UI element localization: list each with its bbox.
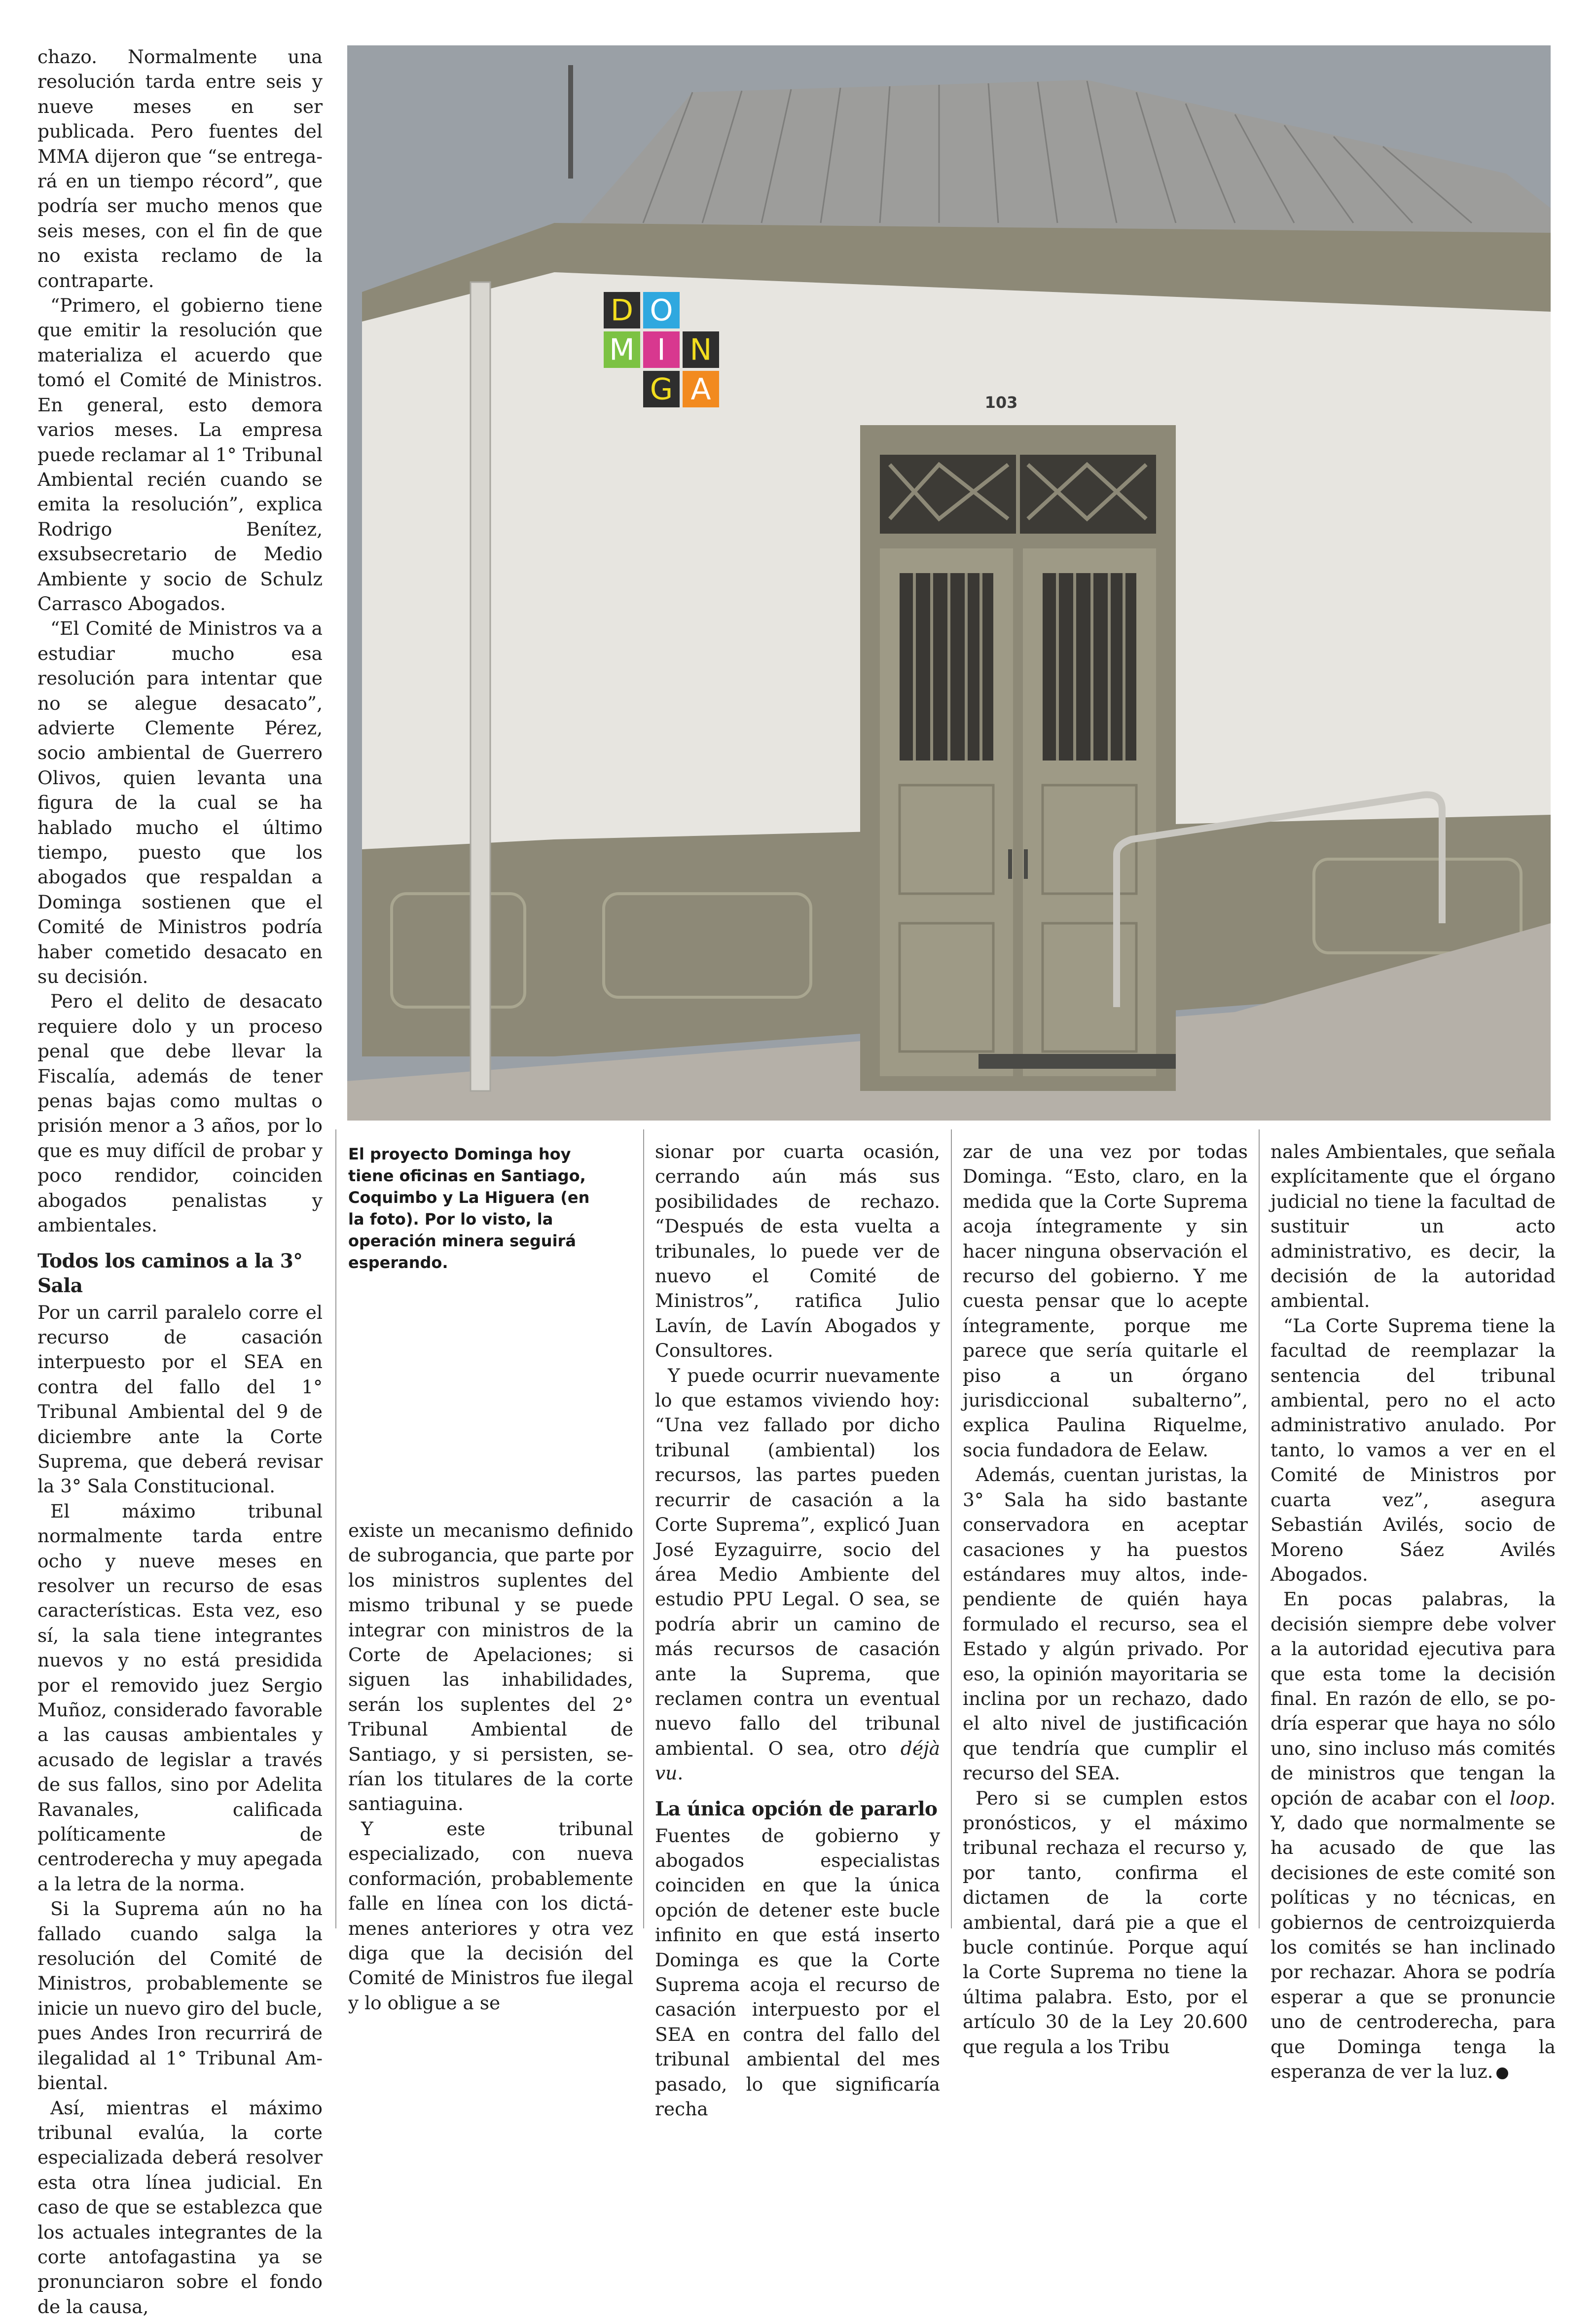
article-paragraph — [655, 1363, 940, 1786]
column-3 — [655, 1139, 940, 2121]
article-paragraph: existe un mecanismo definido de subrogancia, que parte por los ministros suplentes del mismo tribunal y se puede integrar con ministros de la Corte de Apelaciones; si siguen las inhabilidades, serán los suplentes del 2° Tribunal Ambiental de Santiago, y si persisten, serían los titulares de la corte santiaguina. — [348, 1518, 633, 1816]
doormat — [979, 1054, 1176, 1069]
dominga-office-photo — [347, 45, 1551, 1121]
article-paragraph: chazo. Normalmente una resolución tarda entre seis y nueve meses en ser publicada. Pero fuentes del MMA dijeron que “se entregará en un tiempo récord”, que podría ser mucho menos que seis meses, con el fin de que no exista reclamo de la contraparte. — [37, 44, 323, 293]
article-paragraph: Si la Suprema aún no ha fallado cuando salga la resolución del Comité de Ministros, probablemente se inicie un nuevo giro del bucle, pues Andes Iron recurrirá de ilegalidad al 1° Tribunal Ambiental. — [37, 1896, 323, 2095]
article-paragraph: El máximo tribunal normalmente tarda entre ocho y nueve meses en resolver un recurso de esas características. Esta vez, eso sí, la sala tiene integrantes nuevos y no está presidida por el removido juez Sergio Muñoz, considerado favorable a las causas ambientales y acusado de legislar a través de sus fallos, sino por Adelita Ravanales, calificada políticamente de centroderecha y muy apegada a la letra de la norma. — [37, 1499, 323, 1897]
house-number: 103 — [985, 393, 1018, 412]
article-paragraph: “Primero, el gobierno tiene que emitir la resolución que materializa el acuerdo que tomó el Comité de Ministros. En general, esto demora varios meses. La empresa puede reclamar al 1° Tribunal Ambiental recién cuando se emita la resolución”, explica Rodrigo Benítez, exsubsecretario de Medio Ambiente y socio de Schulz Carrasco Abogados. — [37, 293, 323, 616]
paragraph-text: En pocas palabras, la decisión siempre debe volver a la autoridad ejecutiva para que esta tome la decisión final. En razón de ello, se podría esperar que haya no sólo uno, sino incluso más comités de ministros que tengan la opción de acabar con el — [1270, 1588, 1556, 1809]
column-rule — [951, 1129, 952, 1928]
column-rule — [1259, 1129, 1260, 1928]
paragraph-text: Y puede ocurrir nuevamente lo que estamos viviendo hoy: “Una vez fallado por dicho tribunal (ambiental) los recursos, las partes pueden recurrir de casación a la Corte Suprema”, explicó Juan José Eyzaguirre, socio del área Medio Ambiente del estudio PPU Legal. O sea, se podría abrir un camino de más recursos de casación ante la Suprema, que reclamen contra un eventual nuevo fallo del tribunal ambiental. O sea, otro — [655, 1365, 940, 1759]
article-paragraph: “La Corte Suprema tiene la facultad de reemplazar la sentencia del tribunal ambiental, pero no el acto administrativo anulado. Por tanto, lo vamos a ver en el Comité de Ministros por cuarta vez”, asegura Sebastián Avilés, socio de Moreno Sáez Avilés Abogados. — [1270, 1313, 1556, 1587]
paragraph-emphasis: déjà vu — [655, 1738, 940, 1784]
article-paragraph: Y este tribunal especializado, con nueva conformación, probablemente falle en línea con los dictámenes anteriores y otra vez diga que la decisión del Comité de Ministros fue ilegal y lo obligue a se — [348, 1816, 633, 2015]
logo-letter: D — [611, 293, 633, 328]
article-paragraph: Por un carril paralelo corre el recurso de casación interpuesto por el SEA en contra del fallo del 1° Tribunal Ambiental del 9 de diciembre ante la Corte Suprema, que deberá revisar la 3° Sala Constitucional. — [37, 1300, 323, 1499]
photo-caption: El proyecto Dominga hoy tiene oficinas en Santiago, Coquimbo y La Higuera (en la foto). Por lo visto, la operación minera seguirá esperando. — [348, 1143, 605, 1273]
paragraph-text: . Y, dado que normalmente se ha acusado de que las decisiones de este comité son políticas y no técnicas, en gobiernos de centroizquierda los comités se han inclinado por rechazar. Ahora se podría esperar a que se pronuncie uno de centroderecha, para que Dominga tenga la esperanza de ver la luz. — [1270, 1787, 1556, 2082]
logo-letter: I — [657, 333, 666, 367]
drainpipe — [471, 282, 490, 1091]
section-heading: Todos los caminos a la 3° Sala — [37, 1249, 323, 1298]
paragraph-emphasis: loop — [1510, 1787, 1550, 1809]
column-2 — [348, 1518, 633, 2015]
antenna — [568, 65, 573, 179]
article-paragraph: Además, cuentan juristas, la 3° Sala ha sido bastante conservadora en aceptar casaciones y ha puestos estándares muy altos, independiente de quién haya formulado el recurso, sea el Estado y algún privado. Por eso, la opinión mayoritaria se inclina por un rechazo, dado el alto nivel de justificación que tendría que cumplir el recurso del SEA. — [963, 1462, 1248, 1785]
article-paragraph: Fuentes de gobierno y abogados especialistas coinciden en que la única opción de detener este bucle infinito en que está inserto Dominga es que la Corte Suprema acoja el recurso de casación interpuesto por el SEA en contra del fallo del tribunal ambiental del mes pasado, lo que significaría recha — [655, 1823, 940, 2122]
article-paragraph: sionar por cuarta ocasión, cerrando aún más sus posibilidades de rechazo. “Después de esta vuelta a tribunales, lo puede ver de nuevo el Comité de Ministros”, ratifica Julio Lavín, de Lavín Abogados y Consultores. — [655, 1139, 940, 1363]
column-5 — [1270, 1139, 1556, 2084]
logo-letter: M — [609, 333, 635, 367]
article-paragraph: Pero si se cumplen estos pronósticos, y el máximo tribunal rechaza el recurso y, por tanto, confirma el dictamen de la corte ambiental, dará pie a que el bucle continúe. Porque aquí la Corte Suprema no tiene la última palabra. Esto, por el artículo 30 de la Ley 20.600 que regula a los Tribu — [963, 1786, 1248, 2059]
logo-letter: N — [690, 333, 712, 367]
article-paragraph: Pero el delito de desacato requiere dolo y un proceso penal que debe llevar la Fiscalía, además de tener penas bajas como multas o prisión menor a 3 años, por lo que es muy difícil de probar y poco rendidor, coinciden abogados penalistas y ambientales. — [37, 989, 323, 1237]
section-heading: La única opción de pararlo — [655, 1797, 940, 1821]
logo-letter: G — [650, 372, 673, 407]
end-of-article-icon: P — [1496, 2067, 1508, 2079]
column-4 — [963, 1139, 1248, 2059]
article-paragraph — [1270, 1587, 1556, 2084]
column-1 — [37, 44, 323, 2319]
article-paragraph: “El Comité de Ministros va a estudiar mucho esa resolución para intentar que no se alegue desacato”, advierte Clemente Pérez, socio ambiental de Guerrero Olivos, quien levanta una figura de la cual se ha hablado mucho el último tiempo, puesto que los abogados que respaldan a Dominga sostienen que el Comité de Ministros podría haber cometido desacato en su decisión. — [37, 616, 323, 989]
logo-letter: A — [690, 372, 711, 407]
column-rule — [643, 1129, 644, 1928]
article-paragraph: Así, mientras el máximo tribunal evalúa, la corte especializada deberá resolver esta otra línea judicial. En caso de que se establezca que los actuales integrantes de la corte antofagastina ya se pronunciaron sobre el fondo de la causa, — [37, 2096, 323, 2319]
column-rule — [335, 1129, 336, 1928]
paragraph-text: . — [677, 1762, 683, 1784]
article-paragraph: nales Ambientales, que señala explícitamente que el órgano judicial no tiene la facultad de sustituir un acto administrativo, es decir, la decisión de la autoridad ambiental. — [1270, 1139, 1556, 1313]
logo-letter: O — [650, 293, 673, 328]
article-paragraph: zar de una vez por todas Dominga. “Esto, claro, en la medida que la Corte Suprema acoja íntegramente y sin hacer ninguna observación el recurso del gobierno. Y me cuesta pensar que lo acepte íntegramente, porque me parece que sería quitarle el piso a un órgano jurisdiccional subalterno”, explica Paulina Riquelme, socia fundadora de Eelaw. — [963, 1139, 1248, 1462]
